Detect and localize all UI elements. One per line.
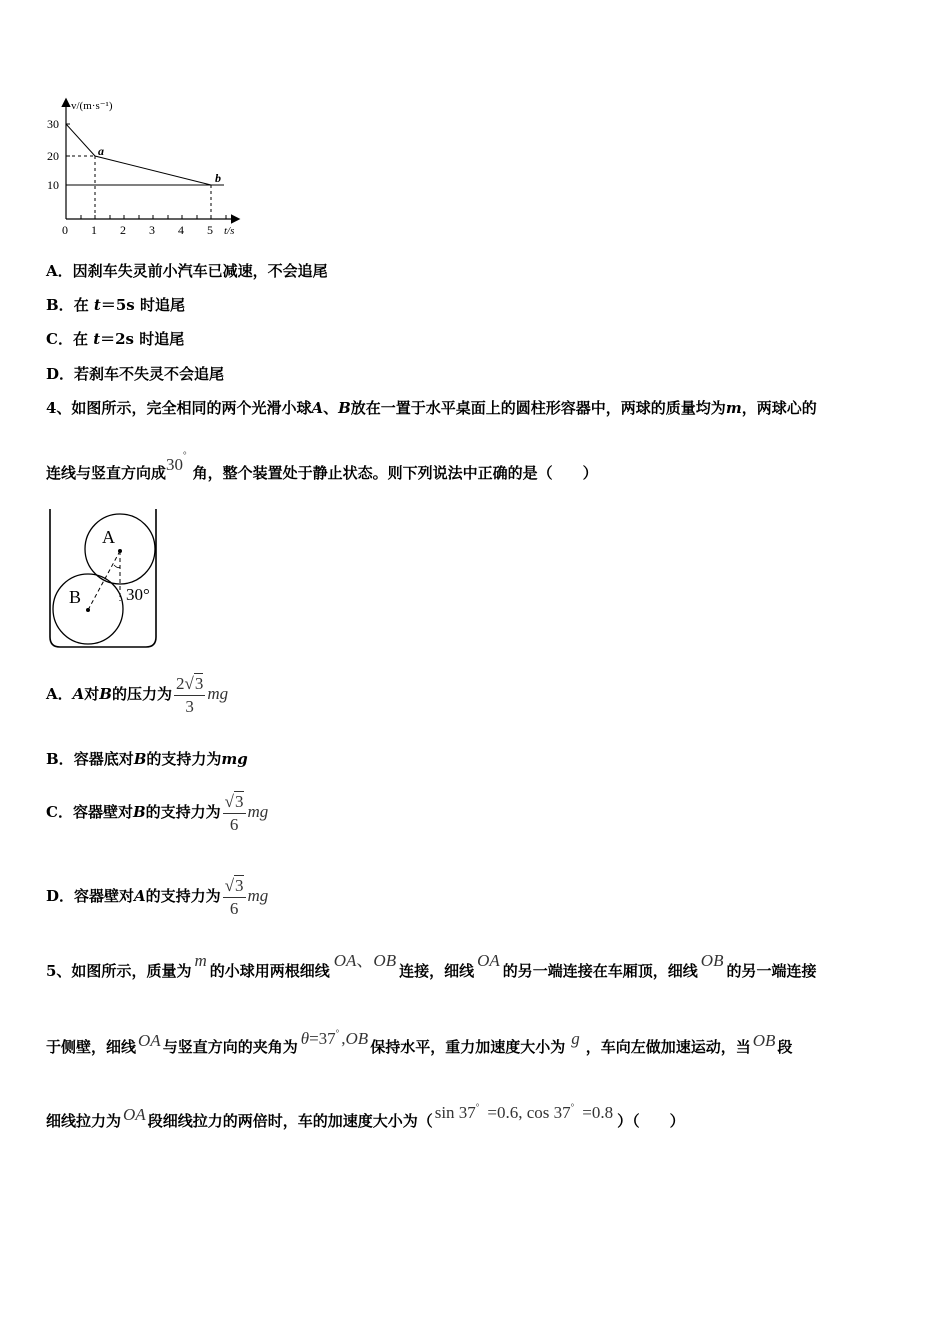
fraction-sqrt3-over-6: $\frac{√3}{6}$ <box>224 791 244 834</box>
y-tick-10: 10 <box>47 178 59 192</box>
x-tick-4: 4 <box>178 223 184 237</box>
x-axis-label: t/s <box>224 225 235 237</box>
ball-b-label: B <box>69 587 82 607</box>
angle-label: 30° <box>126 585 150 604</box>
x-tick-0: 0 <box>62 223 68 237</box>
y-axis-label: v/(m·s⁻¹) <box>71 100 113 112</box>
car-a-velocity-line <box>66 124 211 185</box>
q5-stem-line2: 于侧壁，细线 OA 与竖直方向的夹角为 θ=37° ,OB 保持水平，重力加速度大小为 g ，车向左做加速运动，当 OB 段 <box>46 1028 793 1056</box>
point-a-label: a <box>98 144 104 158</box>
x-tick-2: 2 <box>120 223 126 237</box>
q4-option-a: A．A对B的压力为 $\frac{2√3}{3}$ mg <box>46 673 229 716</box>
q3-option-d: D．若刹车不失灵不会追尾 <box>46 365 225 383</box>
container-figure <box>44 505 164 653</box>
fraction-2-sqrt3-over-3: $\frac{2√3}{3}$ <box>176 673 204 716</box>
ball-a-label: A <box>102 527 115 547</box>
x-tick-1: 1 <box>91 223 97 237</box>
q4-option-b: B．容器底对B的支持力为mg <box>46 750 248 768</box>
q4-stem-line2: 连线与竖直方向成30°角，整个装置处于静止状态。则下列说法中正确的是（ ） <box>46 450 598 482</box>
point-b-label: b <box>215 171 221 185</box>
q4-option-c: C．容器壁对B的支持力为 $\frac{√3}{6}$ mg <box>46 791 269 834</box>
q5-stem-line1: 5、如图所示，质量为m的小球用两根细线OA、OB连接，细线OA的另一端连接在车厢顶，细线OB的另一端连接 <box>46 951 817 980</box>
q4-option-d: D．容器壁对A的支持力为 $\frac{√3}{6}$ mg <box>46 875 269 918</box>
q4-stem-line1: 4、如图所示，完全相同的两个光滑小球A、B放在一置于水平桌面上的圆柱形容器中，两球的质量均为m，两球心的 <box>46 399 817 417</box>
q5-stem-line3: 细线拉力为 OA 段细线拉力的两倍时，车的加速度大小为（ sin 37° =0.6, cos 37° =0.8 ）（ ） <box>46 1102 685 1130</box>
x-tick-3: 3 <box>149 223 155 237</box>
y-tick-30: 30 <box>47 117 59 131</box>
q3-option-a: A．因刹车失灵前小汽车已减速，不会追尾 <box>46 262 328 280</box>
q3-option-c: C．在 t＝2s 时追尾 <box>46 330 185 348</box>
fraction-sqrt3-over-6: $\frac{√3}{6}$ <box>224 875 244 918</box>
x-tick-5: 5 <box>207 223 213 237</box>
velocity-time-graph <box>40 95 250 240</box>
y-tick-20: 20 <box>47 149 59 163</box>
q3-option-b: B．在 t＝5s 时追尾 <box>46 296 185 314</box>
